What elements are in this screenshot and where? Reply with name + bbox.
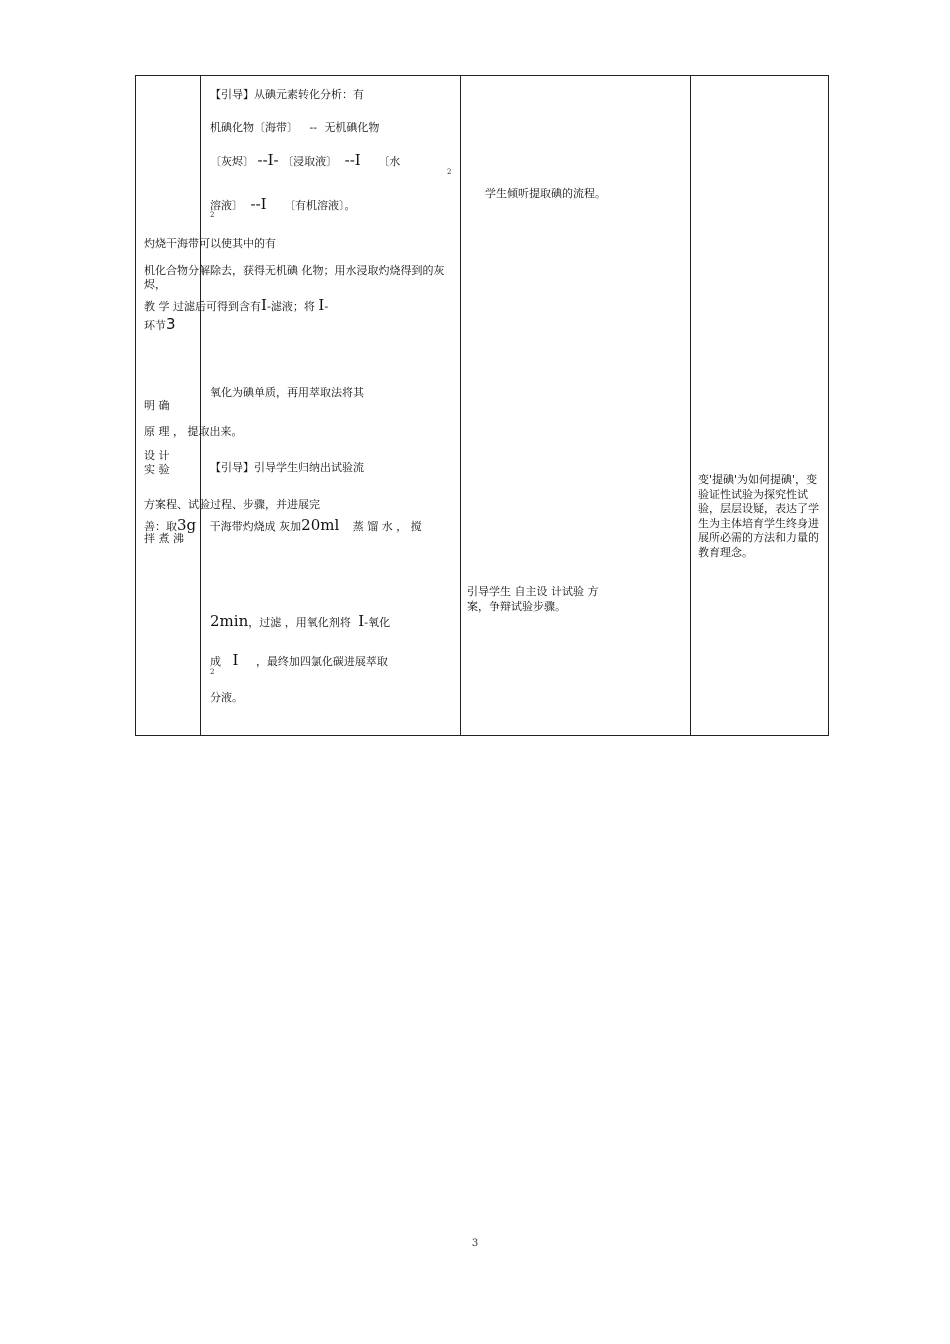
text-line: 机化合物分解除去，获得无机碘 化物；用水浸取灼烧得到的灰 — [144, 264, 445, 277]
guide-line-8: 成 I ，最终加四氯化碳进展萃取 — [210, 651, 388, 669]
text-line: 烬， — [144, 278, 166, 291]
guide-line-6: 【引导】引导学生归纳出试验流 — [210, 461, 364, 474]
text-line: 原 理 ， 提取出来。 — [144, 425, 243, 438]
subscript-2: 2 — [447, 168, 452, 176]
page-number: 3 — [471, 1238, 479, 1249]
text-line: 方案程、试验过程、步骤，并进展完 — [144, 498, 320, 511]
column-divider-1 — [200, 75, 201, 736]
lesson-table — [135, 75, 829, 736]
text-line: 教 学 过滤后可得到含有I-滤液；将 I- — [144, 296, 329, 314]
guide-line-1: 【引导】从碘元素转化分析：有 — [210, 88, 364, 101]
column-divider-3 — [690, 75, 691, 736]
text-line: 拌 煮 沸 — [144, 532, 184, 545]
text-line: 灼烧干海带可以使其中的有 — [144, 237, 276, 250]
column-divider-2 — [460, 75, 461, 736]
stage-label-line: 明 确 — [144, 399, 170, 412]
subscript-2: 2 — [210, 211, 215, 219]
text-line: 善：取3g 干海带灼烧成 灰加20ml 蒸 馏 水 ， 搅 — [144, 516, 422, 534]
guide-line-3: 〔灰烬〕 --I- 〔浸取液〕 --I 〔水 — [210, 151, 401, 169]
guide-line-4: 溶液〕 --I 〔有机溶液〕。 — [210, 195, 356, 213]
stage-label-line: 设 计 — [144, 449, 170, 462]
guide-line-9: 分液。 — [210, 691, 243, 704]
subscript-2: 2 — [210, 668, 215, 676]
stage-label-line: 实 验 — [144, 463, 170, 476]
guide-line-7: 2min，过滤 ，用氧化剂将 I-氧化 — [210, 612, 391, 630]
student-activity-1: 学生倾听提取碘的流程。 — [485, 187, 606, 200]
guide-line-5: 氧化为碘单质，再用萃取法将其 — [210, 386, 364, 399]
design-intent-note: 变'提碘'为如何提碘'，变验证性试验为探究性试验，层层设疑，表达了学生为主体培育学生终身进展所必需的方法和力量的教育理念。 — [698, 473, 819, 559]
student-activity-2: 引导学生 自主设 计试验 方案，争辩试验步骤。 — [467, 585, 599, 613]
guide-line-2: 机碘化物〔海带〕 -- 无机碘化物 — [210, 121, 380, 134]
teaching-stage-label: 环节3 — [144, 315, 176, 333]
